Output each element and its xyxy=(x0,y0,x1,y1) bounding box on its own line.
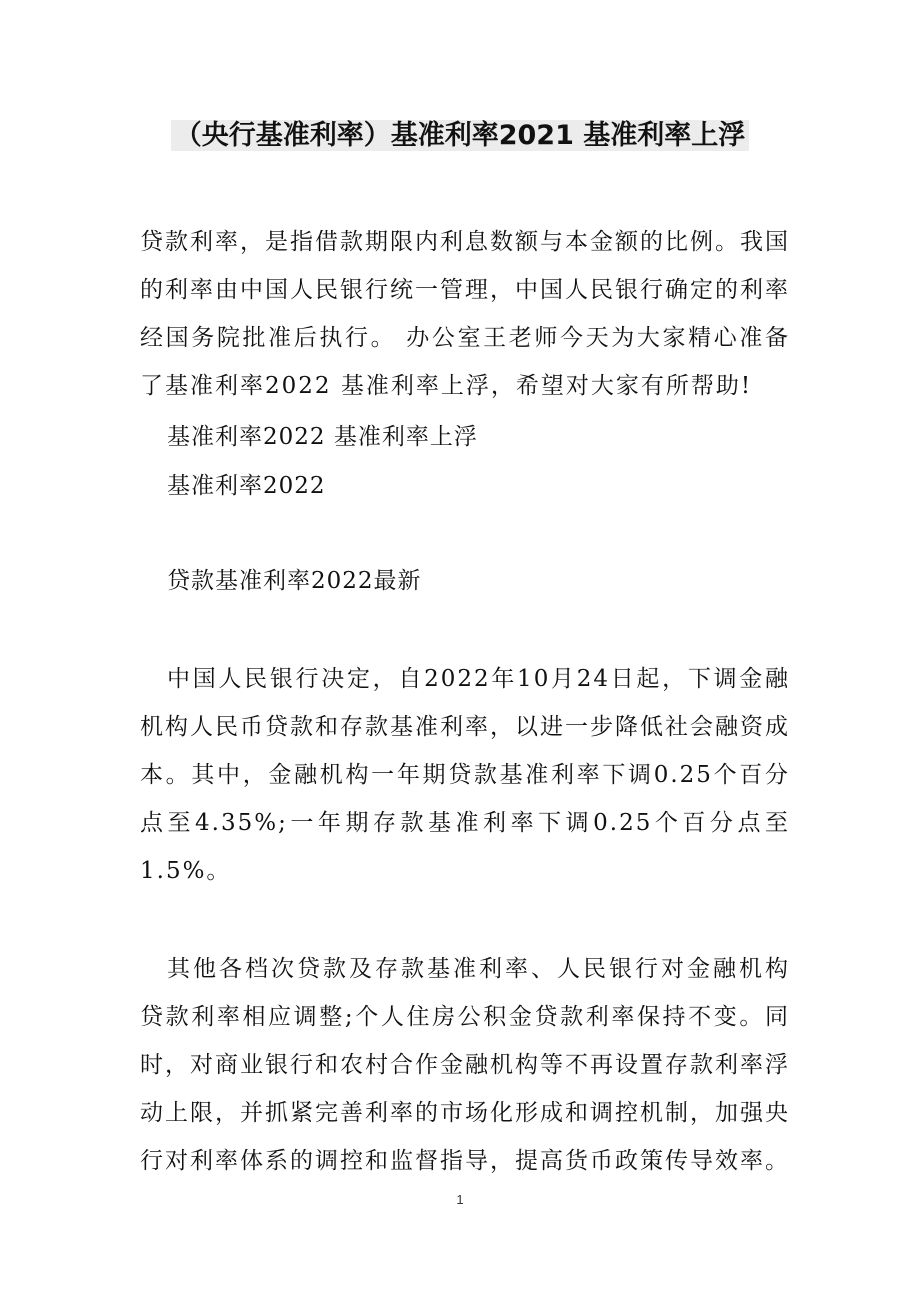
subheading-benchmark-rate-float: 基准利率2022 基准利率上浮 xyxy=(167,424,478,450)
document-title-text: （央行基准利率）基准利率2021 基准利率上浮 xyxy=(171,120,750,151)
page-number: 1 xyxy=(456,1192,464,1207)
subheading-benchmark-rate: 基准利率2022 xyxy=(167,473,326,499)
document-title xyxy=(0,112,920,160)
paragraph-other-adjustments: 其他各档次贷款及存款基准利率、人民银行对金融机构贷款利率相应调整;个人住房公积金贷款利率保持不变。同时，对商业银行和农村合作金融机构等不再设置存款利率浮动上限，并抓紧完善利率的市场化形成和调控机制，加强央行对利率体系的调控和监督指导，提高货币政策传导效率。 xyxy=(140,956,790,1174)
intro-paragraph: 贷款利率，是指借款期限内利息数额与本金额的比例。我国的利率由中国人民银行统一管理，中国人民银行确定的利率经国务院批准后执行。 办公室王老师今天为大家精心准备了基准利率2022 基准利率上浮，希望对大家有所帮助! xyxy=(140,229,790,399)
subheading-loan-benchmark-rate-latest: 贷款基准利率2022最新 xyxy=(167,568,422,594)
paragraph-rate-cut-announcement: 中国人民银行决定，自2022年10月24日起，下调金融机构人民币贷款和存款基准利率，以进一步降低社会融资成本。其中，金融机构一年期贷款基准利率下调0.25个百分点至4.35%;一年期存款基准利率下调0.25个百分点至1.5%。 xyxy=(140,666,790,884)
